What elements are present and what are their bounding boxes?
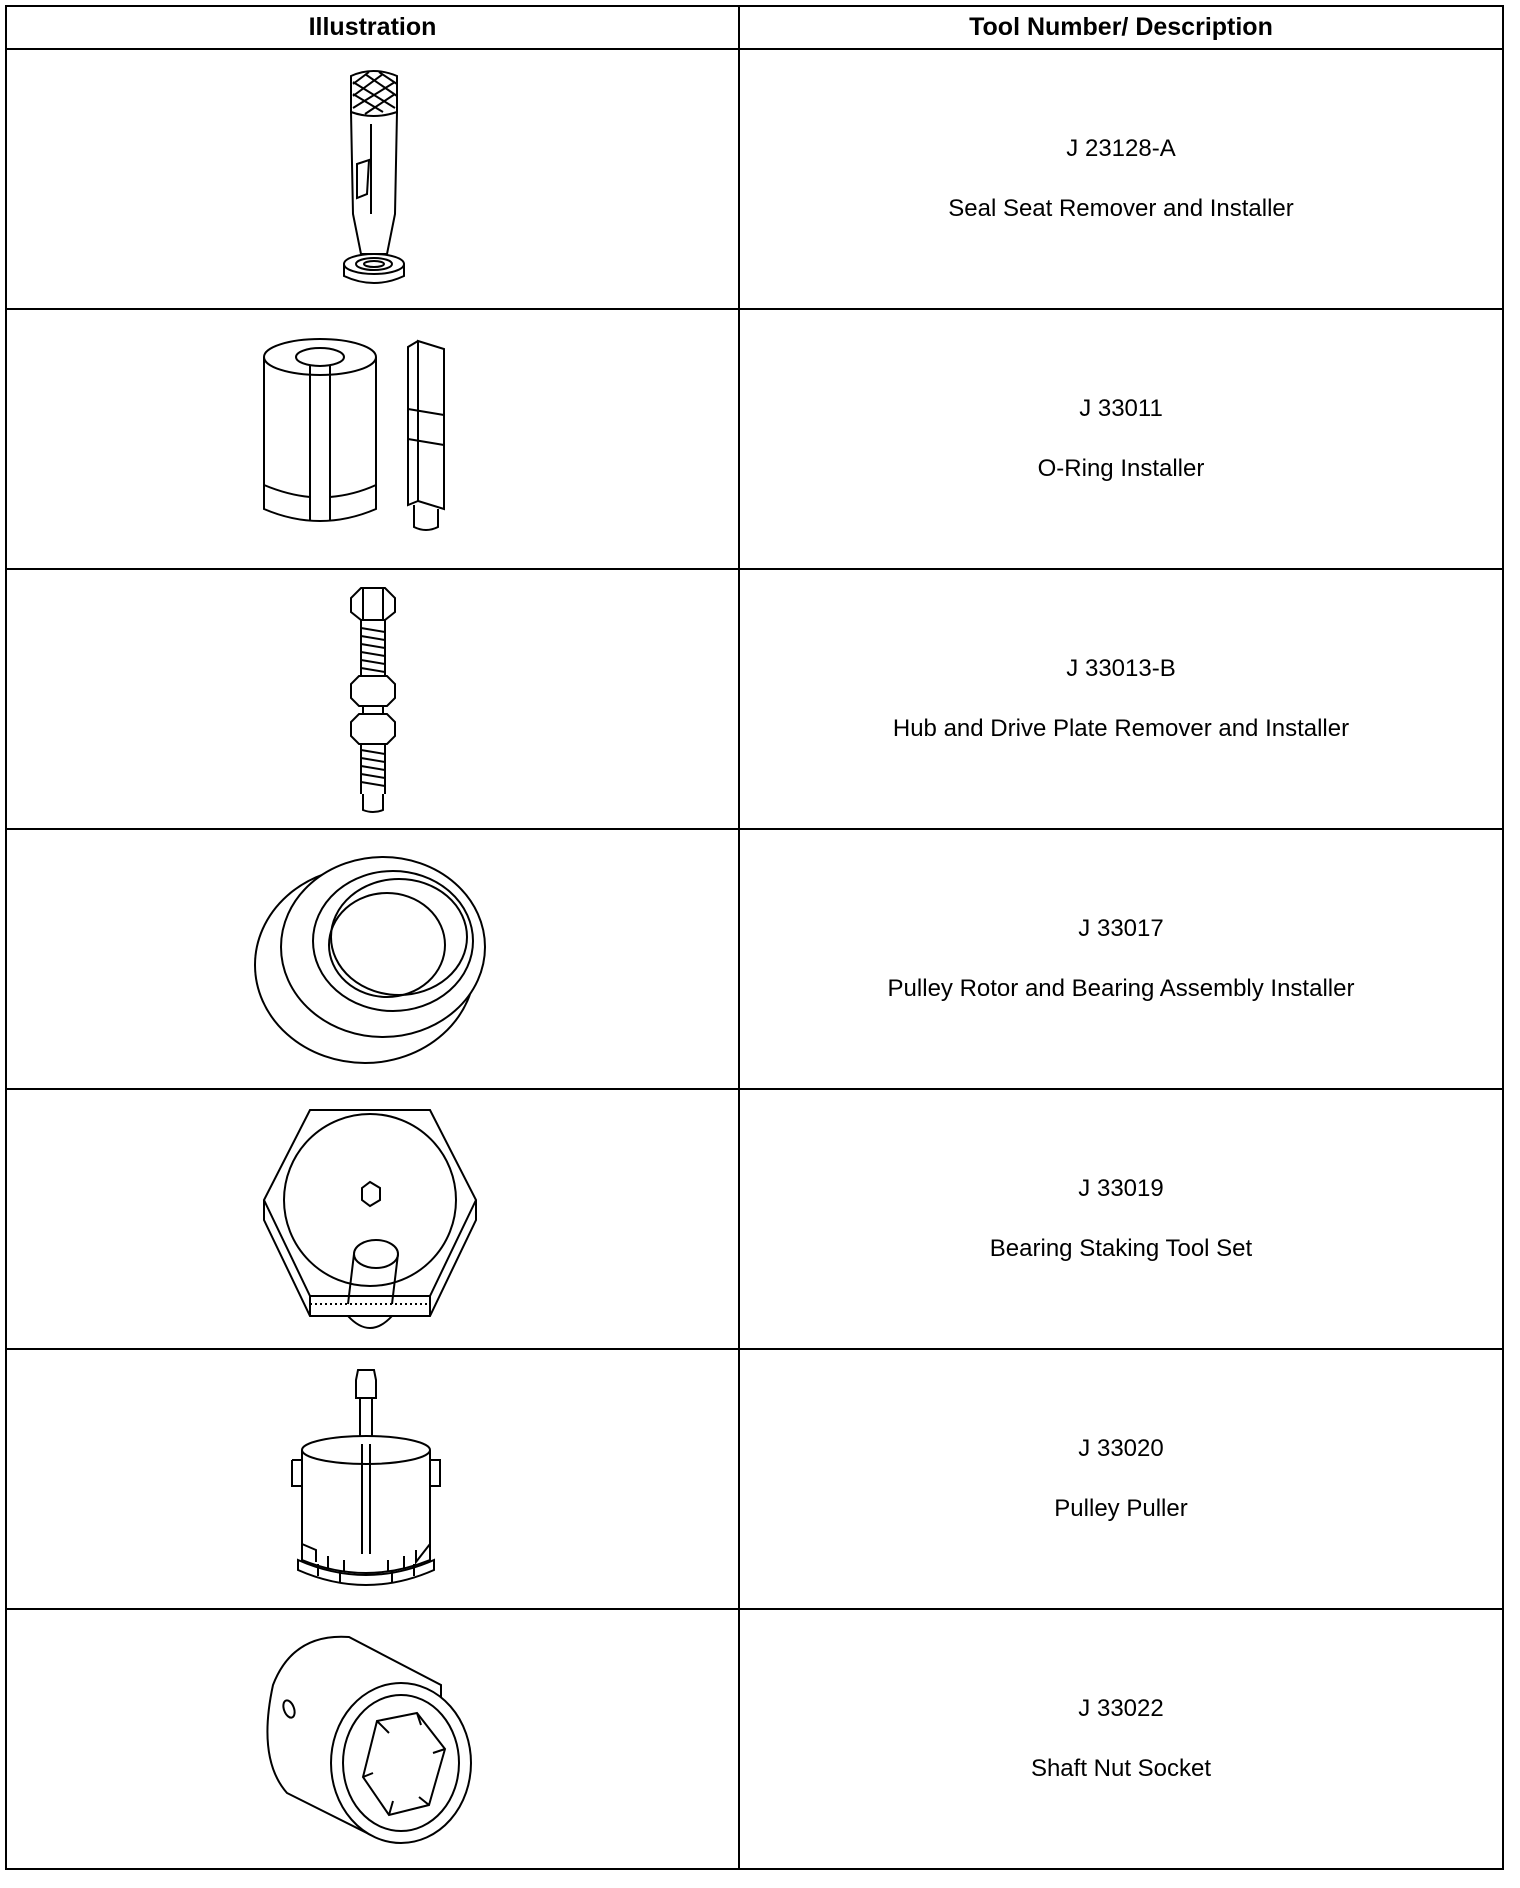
table-row bbox=[6, 1089, 1503, 1349]
header-row bbox=[6, 6, 1503, 49]
tool-number: J 23128-A bbox=[1066, 135, 1176, 162]
table-row bbox=[6, 829, 1503, 1089]
illustration-cell bbox=[6, 1609, 739, 1869]
illustration-cell bbox=[6, 569, 739, 829]
tool-number: J 33019 bbox=[1078, 1175, 1164, 1202]
tool-number: J 33022 bbox=[1078, 1695, 1164, 1722]
pulley-rotor-installer-icon bbox=[253, 849, 493, 1069]
tool-cell bbox=[739, 309, 1503, 569]
seal-seat-remover-icon bbox=[313, 64, 433, 294]
tool-description: O-Ring Installer bbox=[1037, 455, 1205, 482]
tool-description: Bearing Staking Tool Set bbox=[989, 1235, 1253, 1262]
tool-cell bbox=[739, 1089, 1503, 1349]
bearing-staking-tool-icon bbox=[258, 1104, 488, 1334]
tool-cell bbox=[739, 569, 1503, 829]
tool-description: Pulley Puller bbox=[1054, 1495, 1188, 1522]
illustration-cell bbox=[6, 1089, 739, 1349]
table-row bbox=[6, 569, 1503, 829]
hub-drive-plate-tool-icon bbox=[333, 582, 413, 817]
tool-cell bbox=[739, 829, 1503, 1089]
tool-description: Hub and Drive Plate Remover and Installer bbox=[892, 715, 1350, 742]
table-row bbox=[6, 309, 1503, 569]
header-tool-number-description: Tool Number/ Description bbox=[739, 6, 1503, 49]
tool-number: J 33020 bbox=[1078, 1435, 1164, 1462]
table-row bbox=[6, 1349, 1503, 1609]
table-row bbox=[6, 1609, 1503, 1869]
illustration-cell bbox=[6, 309, 739, 569]
illustration-cell bbox=[6, 49, 739, 309]
table-row bbox=[6, 49, 1503, 309]
tool-description: Pulley Rotor and Bearing Assembly Installer bbox=[887, 975, 1355, 1002]
illustration-cell bbox=[6, 1349, 739, 1609]
tool-cell bbox=[739, 1609, 1503, 1869]
tool-cell bbox=[739, 1349, 1503, 1609]
tool-cell bbox=[739, 49, 1503, 309]
tool-description: Shaft Nut Socket bbox=[1030, 1755, 1212, 1782]
shaft-nut-socket-icon bbox=[253, 1629, 493, 1849]
pulley-puller-icon bbox=[288, 1364, 458, 1594]
special-tools-table bbox=[5, 5, 1504, 1870]
o-ring-installer-icon bbox=[258, 329, 488, 549]
tool-number: J 33013-B bbox=[1066, 655, 1176, 682]
tool-description: Seal Seat Remover and Installer bbox=[948, 195, 1294, 222]
tool-number: J 33017 bbox=[1078, 915, 1164, 942]
header-illustration: Illustration bbox=[6, 6, 739, 49]
tool-number: J 33011 bbox=[1079, 395, 1163, 422]
illustration-cell bbox=[6, 829, 739, 1089]
